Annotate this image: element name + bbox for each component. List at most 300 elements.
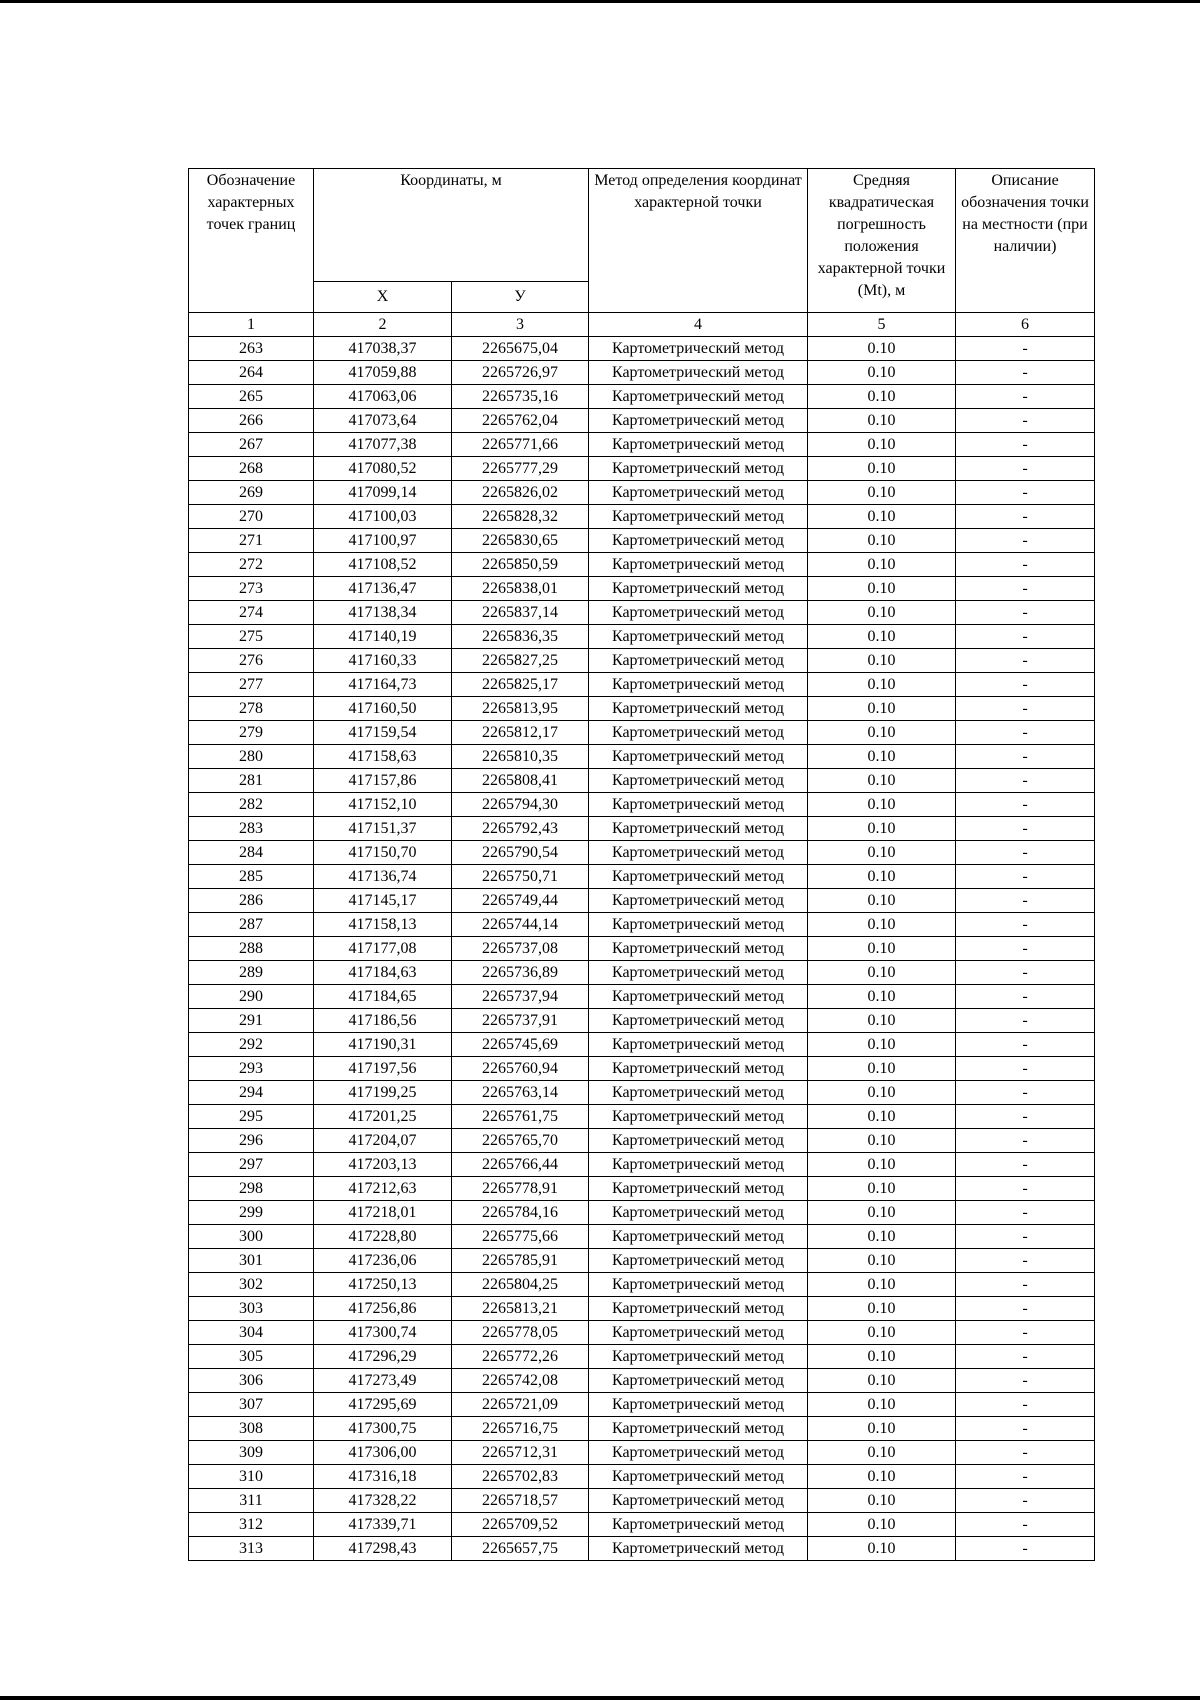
cell-x: 417228,80: [314, 1225, 452, 1249]
cell-method: Картометрический метод: [589, 337, 808, 361]
cell-error: 0.10: [808, 673, 956, 697]
cell-method: Картометрический метод: [589, 361, 808, 385]
cell-point-number: 295: [189, 1105, 314, 1129]
cell-description: -: [956, 1033, 1095, 1057]
cell-method: Картометрический метод: [589, 1417, 808, 1441]
table-row: [189, 793, 1095, 817]
cell-method: Картометрический метод: [589, 457, 808, 481]
cell-point-number: 284: [189, 841, 314, 865]
cell-x: 417145,17: [314, 889, 452, 913]
cell-description: -: [956, 769, 1095, 793]
cell-error: 0.10: [808, 1129, 956, 1153]
cell-description: -: [956, 865, 1095, 889]
cell-method: Картометрический метод: [589, 1129, 808, 1153]
cell-error: 0.10: [808, 1081, 956, 1105]
cell-method: Картометрический метод: [589, 745, 808, 769]
header-num-2: 2: [314, 313, 452, 337]
cell-point-number: 279: [189, 721, 314, 745]
cell-description: -: [956, 529, 1095, 553]
cell-error: 0.10: [808, 1201, 956, 1225]
cell-method: Картометрический метод: [589, 697, 808, 721]
cell-point-number: 290: [189, 985, 314, 1009]
cell-error: 0.10: [808, 937, 956, 961]
cell-method: Картометрический метод: [589, 481, 808, 505]
cell-error: 0.10: [808, 649, 956, 673]
cell-description: -: [956, 913, 1095, 937]
cell-method: Картометрический метод: [589, 385, 808, 409]
cell-error: 0.10: [808, 625, 956, 649]
cell-y: 2265804,25: [452, 1273, 589, 1297]
table-row: [189, 529, 1095, 553]
cell-point-number: 312: [189, 1513, 314, 1537]
cell-method: Картометрический метод: [589, 1489, 808, 1513]
cell-point-number: 313: [189, 1537, 314, 1561]
cell-point-number: 305: [189, 1345, 314, 1369]
cell-y: 2265716,75: [452, 1417, 589, 1441]
cell-error: 0.10: [808, 553, 956, 577]
cell-x: 417184,65: [314, 985, 452, 1009]
cell-y: 2265749,44: [452, 889, 589, 913]
cell-method: Картометрический метод: [589, 1057, 808, 1081]
cell-error: 0.10: [808, 1273, 956, 1297]
table-row: [189, 697, 1095, 721]
cell-method: Картометрический метод: [589, 673, 808, 697]
cell-point-number: 266: [189, 409, 314, 433]
header-num-1: 1: [189, 313, 314, 337]
scan-edge-bottom: [0, 1696, 1200, 1700]
cell-y: 2265830,65: [452, 529, 589, 553]
cell-method: Картометрический метод: [589, 1465, 808, 1489]
cell-point-number: 269: [189, 481, 314, 505]
cell-point-number: 288: [189, 937, 314, 961]
table-row: [189, 937, 1095, 961]
cell-x: 417212,63: [314, 1177, 452, 1201]
cell-x: 417140,19: [314, 625, 452, 649]
cell-description: -: [956, 1297, 1095, 1321]
cell-method: Картометрический метод: [589, 649, 808, 673]
cell-method: Картометрический метод: [589, 1081, 808, 1105]
cell-description: -: [956, 961, 1095, 985]
cell-point-number: 277: [189, 673, 314, 697]
table-row: [189, 1033, 1095, 1057]
cell-point-number: 268: [189, 457, 314, 481]
table-row: [189, 1057, 1095, 1081]
header-x: X: [314, 282, 452, 313]
table-row: [189, 1201, 1095, 1225]
cell-y: 2265792,43: [452, 817, 589, 841]
table-row: [189, 1537, 1095, 1561]
cell-x: 417197,56: [314, 1057, 452, 1081]
cell-point-number: 310: [189, 1465, 314, 1489]
cell-y: 2265850,59: [452, 553, 589, 577]
cell-x: 417177,08: [314, 937, 452, 961]
cell-method: Картометрический метод: [589, 1321, 808, 1345]
cell-description: -: [956, 1369, 1095, 1393]
cell-description: -: [956, 1417, 1095, 1441]
cell-point-number: 272: [189, 553, 314, 577]
cell-x: 417190,31: [314, 1033, 452, 1057]
cell-description: -: [956, 1009, 1095, 1033]
cell-description: -: [956, 793, 1095, 817]
cell-y: 2265702,83: [452, 1465, 589, 1489]
cell-error: 0.10: [808, 1153, 956, 1177]
cell-x: 417077,38: [314, 433, 452, 457]
cell-y: 2265785,91: [452, 1249, 589, 1273]
cell-y: 2265657,75: [452, 1537, 589, 1561]
cell-description: -: [956, 1513, 1095, 1537]
cell-description: -: [956, 889, 1095, 913]
cell-y: 2265826,02: [452, 481, 589, 505]
table-row: [189, 433, 1095, 457]
cell-error: 0.10: [808, 385, 956, 409]
cell-error: 0.10: [808, 601, 956, 625]
cell-y: 2265721,09: [452, 1393, 589, 1417]
cell-description: -: [956, 337, 1095, 361]
header-point: Обозначение характерных точек границ: [189, 169, 314, 313]
cell-x: 417158,63: [314, 745, 452, 769]
cell-method: Картометрический метод: [589, 625, 808, 649]
table-row: [189, 1417, 1095, 1441]
cell-point-number: 278: [189, 697, 314, 721]
cell-description: -: [956, 481, 1095, 505]
table-row: [189, 1273, 1095, 1297]
scan-edge-top: [0, 0, 1200, 3]
cell-error: 0.10: [808, 793, 956, 817]
cell-y: 2265772,26: [452, 1345, 589, 1369]
cell-x: 417339,71: [314, 1513, 452, 1537]
header-num-3: 3: [452, 313, 589, 337]
cell-y: 2265737,94: [452, 985, 589, 1009]
cell-description: -: [956, 649, 1095, 673]
cell-description: -: [956, 505, 1095, 529]
cell-y: 2265736,89: [452, 961, 589, 985]
cell-point-number: 271: [189, 529, 314, 553]
table-row: [189, 961, 1095, 985]
cell-method: Картометрический метод: [589, 985, 808, 1009]
cell-error: 0.10: [808, 481, 956, 505]
cell-y: 2265712,31: [452, 1441, 589, 1465]
cell-point-number: 306: [189, 1369, 314, 1393]
table-row: [189, 625, 1095, 649]
cell-error: 0.10: [808, 1417, 956, 1441]
table-row: [189, 1345, 1095, 1369]
cell-point-number: 303: [189, 1297, 314, 1321]
cell-x: 417108,52: [314, 553, 452, 577]
cell-description: -: [956, 1105, 1095, 1129]
cell-x: 417059,88: [314, 361, 452, 385]
cell-point-number: 307: [189, 1393, 314, 1417]
table-row: [189, 1513, 1095, 1537]
cell-point-number: 274: [189, 601, 314, 625]
cell-y: 2265737,08: [452, 937, 589, 961]
cell-y: 2265735,16: [452, 385, 589, 409]
cell-y: 2265765,70: [452, 1129, 589, 1153]
cell-description: -: [956, 409, 1095, 433]
cell-error: 0.10: [808, 745, 956, 769]
table-row: [189, 1177, 1095, 1201]
cell-error: 0.10: [808, 361, 956, 385]
cell-description: -: [956, 361, 1095, 385]
cell-method: Картометрический метод: [589, 1153, 808, 1177]
cell-y: 2265836,35: [452, 625, 589, 649]
cell-y: 2265813,95: [452, 697, 589, 721]
cell-x: 417164,73: [314, 673, 452, 697]
cell-x: 417160,33: [314, 649, 452, 673]
cell-method: Картометрический метод: [589, 1345, 808, 1369]
cell-x: 417136,47: [314, 577, 452, 601]
cell-point-number: 264: [189, 361, 314, 385]
cell-x: 417306,00: [314, 1441, 452, 1465]
table-row: [189, 409, 1095, 433]
cell-point-number: 275: [189, 625, 314, 649]
cell-point-number: 280: [189, 745, 314, 769]
cell-description: -: [956, 817, 1095, 841]
cell-point-number: 276: [189, 649, 314, 673]
cell-point-number: 292: [189, 1033, 314, 1057]
cell-method: Картометрический метод: [589, 1105, 808, 1129]
table-row: [189, 769, 1095, 793]
cell-x: 417298,43: [314, 1537, 452, 1561]
header-description: Описание обозначения точки на местности (при наличии): [956, 169, 1095, 313]
cell-error: 0.10: [808, 1369, 956, 1393]
cell-point-number: 311: [189, 1489, 314, 1513]
cell-point-number: 299: [189, 1201, 314, 1225]
cell-error: 0.10: [808, 457, 956, 481]
table-row: [189, 1393, 1095, 1417]
cell-y: 2265709,52: [452, 1513, 589, 1537]
cell-y: 2265790,54: [452, 841, 589, 865]
cell-x: 417151,37: [314, 817, 452, 841]
cell-point-number: 270: [189, 505, 314, 529]
cell-y: 2265778,05: [452, 1321, 589, 1345]
cell-x: 417203,13: [314, 1153, 452, 1177]
cell-method: Картометрический метод: [589, 505, 808, 529]
cell-x: 417300,75: [314, 1417, 452, 1441]
table-row: [189, 505, 1095, 529]
table-row: [189, 817, 1095, 841]
cell-error: 0.10: [808, 1489, 956, 1513]
cell-description: -: [956, 1249, 1095, 1273]
table-row: [189, 1441, 1095, 1465]
cell-point-number: 309: [189, 1441, 314, 1465]
cell-point-number: 263: [189, 337, 314, 361]
cell-x: 417160,50: [314, 697, 452, 721]
table-row: [189, 1009, 1095, 1033]
cell-method: Картометрический метод: [589, 601, 808, 625]
table-row: [189, 841, 1095, 865]
cell-y: 2265784,16: [452, 1201, 589, 1225]
cell-point-number: 293: [189, 1057, 314, 1081]
table-row: [189, 1153, 1095, 1177]
cell-error: 0.10: [808, 865, 956, 889]
cell-method: Картометрический метод: [589, 529, 808, 553]
header-y: У: [452, 282, 589, 313]
cell-error: 0.10: [808, 961, 956, 985]
cell-description: -: [956, 1345, 1095, 1369]
cell-x: 417158,13: [314, 913, 452, 937]
cell-x: 417296,29: [314, 1345, 452, 1369]
cell-error: 0.10: [808, 1321, 956, 1345]
header-coordinates: Координаты, м: [314, 169, 589, 282]
cell-error: 0.10: [808, 913, 956, 937]
cell-point-number: 294: [189, 1081, 314, 1105]
cell-description: -: [956, 1057, 1095, 1081]
cell-y: 2265827,25: [452, 649, 589, 673]
cell-description: -: [956, 673, 1095, 697]
table-row: [189, 1249, 1095, 1273]
cell-point-number: 296: [189, 1129, 314, 1153]
cell-x: 417256,86: [314, 1297, 452, 1321]
cell-description: -: [956, 745, 1095, 769]
cell-x: 417236,06: [314, 1249, 452, 1273]
cell-y: 2265794,30: [452, 793, 589, 817]
cell-point-number: 286: [189, 889, 314, 913]
cell-method: Картометрический метод: [589, 1537, 808, 1561]
cell-x: 417316,18: [314, 1465, 452, 1489]
table-row: [189, 1297, 1095, 1321]
cell-point-number: 291: [189, 1009, 314, 1033]
table-row: [189, 985, 1095, 1009]
cell-point-number: 265: [189, 385, 314, 409]
cell-description: -: [956, 601, 1095, 625]
cell-y: 2265813,21: [452, 1297, 589, 1321]
cell-point-number: 308: [189, 1417, 314, 1441]
cell-error: 0.10: [808, 841, 956, 865]
cell-method: Картометрический метод: [589, 865, 808, 889]
table-row: [189, 1129, 1095, 1153]
cell-point-number: 301: [189, 1249, 314, 1273]
cell-method: Картометрический метод: [589, 409, 808, 433]
cell-y: 2265763,14: [452, 1081, 589, 1105]
cell-error: 0.10: [808, 1441, 956, 1465]
coordinates-table: [188, 168, 1095, 1561]
cell-method: Картометрический метод: [589, 961, 808, 985]
cell-x: 417136,74: [314, 865, 452, 889]
cell-error: 0.10: [808, 1057, 956, 1081]
header-num-6: 6: [956, 313, 1095, 337]
cell-x: 417150,70: [314, 841, 452, 865]
cell-y: 2265825,17: [452, 673, 589, 697]
cell-x: 417100,03: [314, 505, 452, 529]
cell-point-number: 297: [189, 1153, 314, 1177]
cell-point-number: 289: [189, 961, 314, 985]
table-row: [189, 745, 1095, 769]
cell-error: 0.10: [808, 1465, 956, 1489]
cell-y: 2265778,91: [452, 1177, 589, 1201]
cell-x: 417328,22: [314, 1489, 452, 1513]
table-row: [189, 865, 1095, 889]
cell-y: 2265812,17: [452, 721, 589, 745]
cell-description: -: [956, 1393, 1095, 1417]
cell-error: 0.10: [808, 529, 956, 553]
cell-x: 417100,97: [314, 529, 452, 553]
cell-description: -: [956, 625, 1095, 649]
cell-x: 417199,25: [314, 1081, 452, 1105]
cell-y: 2265760,94: [452, 1057, 589, 1081]
cell-description: -: [956, 577, 1095, 601]
cell-y: 2265771,66: [452, 433, 589, 457]
cell-error: 0.10: [808, 577, 956, 601]
cell-x: 417218,01: [314, 1201, 452, 1225]
cell-method: Картометрический метод: [589, 1441, 808, 1465]
cell-point-number: 283: [189, 817, 314, 841]
cell-error: 0.10: [808, 1537, 956, 1561]
cell-error: 0.10: [808, 1009, 956, 1033]
cell-error: 0.10: [808, 1177, 956, 1201]
cell-x: 417159,54: [314, 721, 452, 745]
cell-y: 2265675,04: [452, 337, 589, 361]
table-row: [189, 577, 1095, 601]
cell-error: 0.10: [808, 985, 956, 1009]
cell-x: 417201,25: [314, 1105, 452, 1129]
cell-x: 417138,34: [314, 601, 452, 625]
cell-description: -: [956, 1201, 1095, 1225]
cell-x: 417157,86: [314, 769, 452, 793]
cell-error: 0.10: [808, 433, 956, 457]
cell-description: -: [956, 1489, 1095, 1513]
table-row: [189, 601, 1095, 625]
table-row: [189, 337, 1095, 361]
table-row: [189, 1465, 1095, 1489]
cell-error: 0.10: [808, 889, 956, 913]
cell-description: -: [956, 1081, 1095, 1105]
cell-y: 2265810,35: [452, 745, 589, 769]
cell-method: Картометрический метод: [589, 1273, 808, 1297]
cell-method: Картометрический метод: [589, 577, 808, 601]
cell-description: -: [956, 721, 1095, 745]
cell-description: -: [956, 841, 1095, 865]
cell-x: 417038,37: [314, 337, 452, 361]
cell-description: -: [956, 457, 1095, 481]
cell-method: Картометрический метод: [589, 1393, 808, 1417]
cell-error: 0.10: [808, 817, 956, 841]
cell-point-number: 304: [189, 1321, 314, 1345]
cell-x: 417080,52: [314, 457, 452, 481]
cell-method: Картометрический метод: [589, 1369, 808, 1393]
cell-method: Картометрический метод: [589, 433, 808, 457]
cell-description: -: [956, 1177, 1095, 1201]
table-row: [189, 673, 1095, 697]
header-method: Метод определения координат характерной точки: [589, 169, 808, 313]
cell-method: Картометрический метод: [589, 1513, 808, 1537]
table-row: [189, 1489, 1095, 1513]
cell-point-number: 298: [189, 1177, 314, 1201]
cell-point-number: 285: [189, 865, 314, 889]
cell-x: 417099,14: [314, 481, 452, 505]
cell-error: 0.10: [808, 1033, 956, 1057]
cell-y: 2265737,91: [452, 1009, 589, 1033]
cell-method: Картометрический метод: [589, 553, 808, 577]
cell-x: 417300,74: [314, 1321, 452, 1345]
cell-method: Картометрический метод: [589, 1177, 808, 1201]
table-row: [189, 361, 1095, 385]
cell-error: 0.10: [808, 1345, 956, 1369]
cell-y: 2265745,69: [452, 1033, 589, 1057]
cell-error: 0.10: [808, 409, 956, 433]
cell-description: -: [956, 553, 1095, 577]
table-row: [189, 721, 1095, 745]
cell-x: 417204,07: [314, 1129, 452, 1153]
cell-y: 2265777,29: [452, 457, 589, 481]
cell-y: 2265762,04: [452, 409, 589, 433]
cell-method: Картометрический метод: [589, 1297, 808, 1321]
cell-description: -: [956, 1225, 1095, 1249]
cell-y: 2265744,14: [452, 913, 589, 937]
cell-method: Картометрический метод: [589, 793, 808, 817]
cell-y: 2265837,14: [452, 601, 589, 625]
table-row: [189, 649, 1095, 673]
cell-method: Картометрический метод: [589, 1033, 808, 1057]
